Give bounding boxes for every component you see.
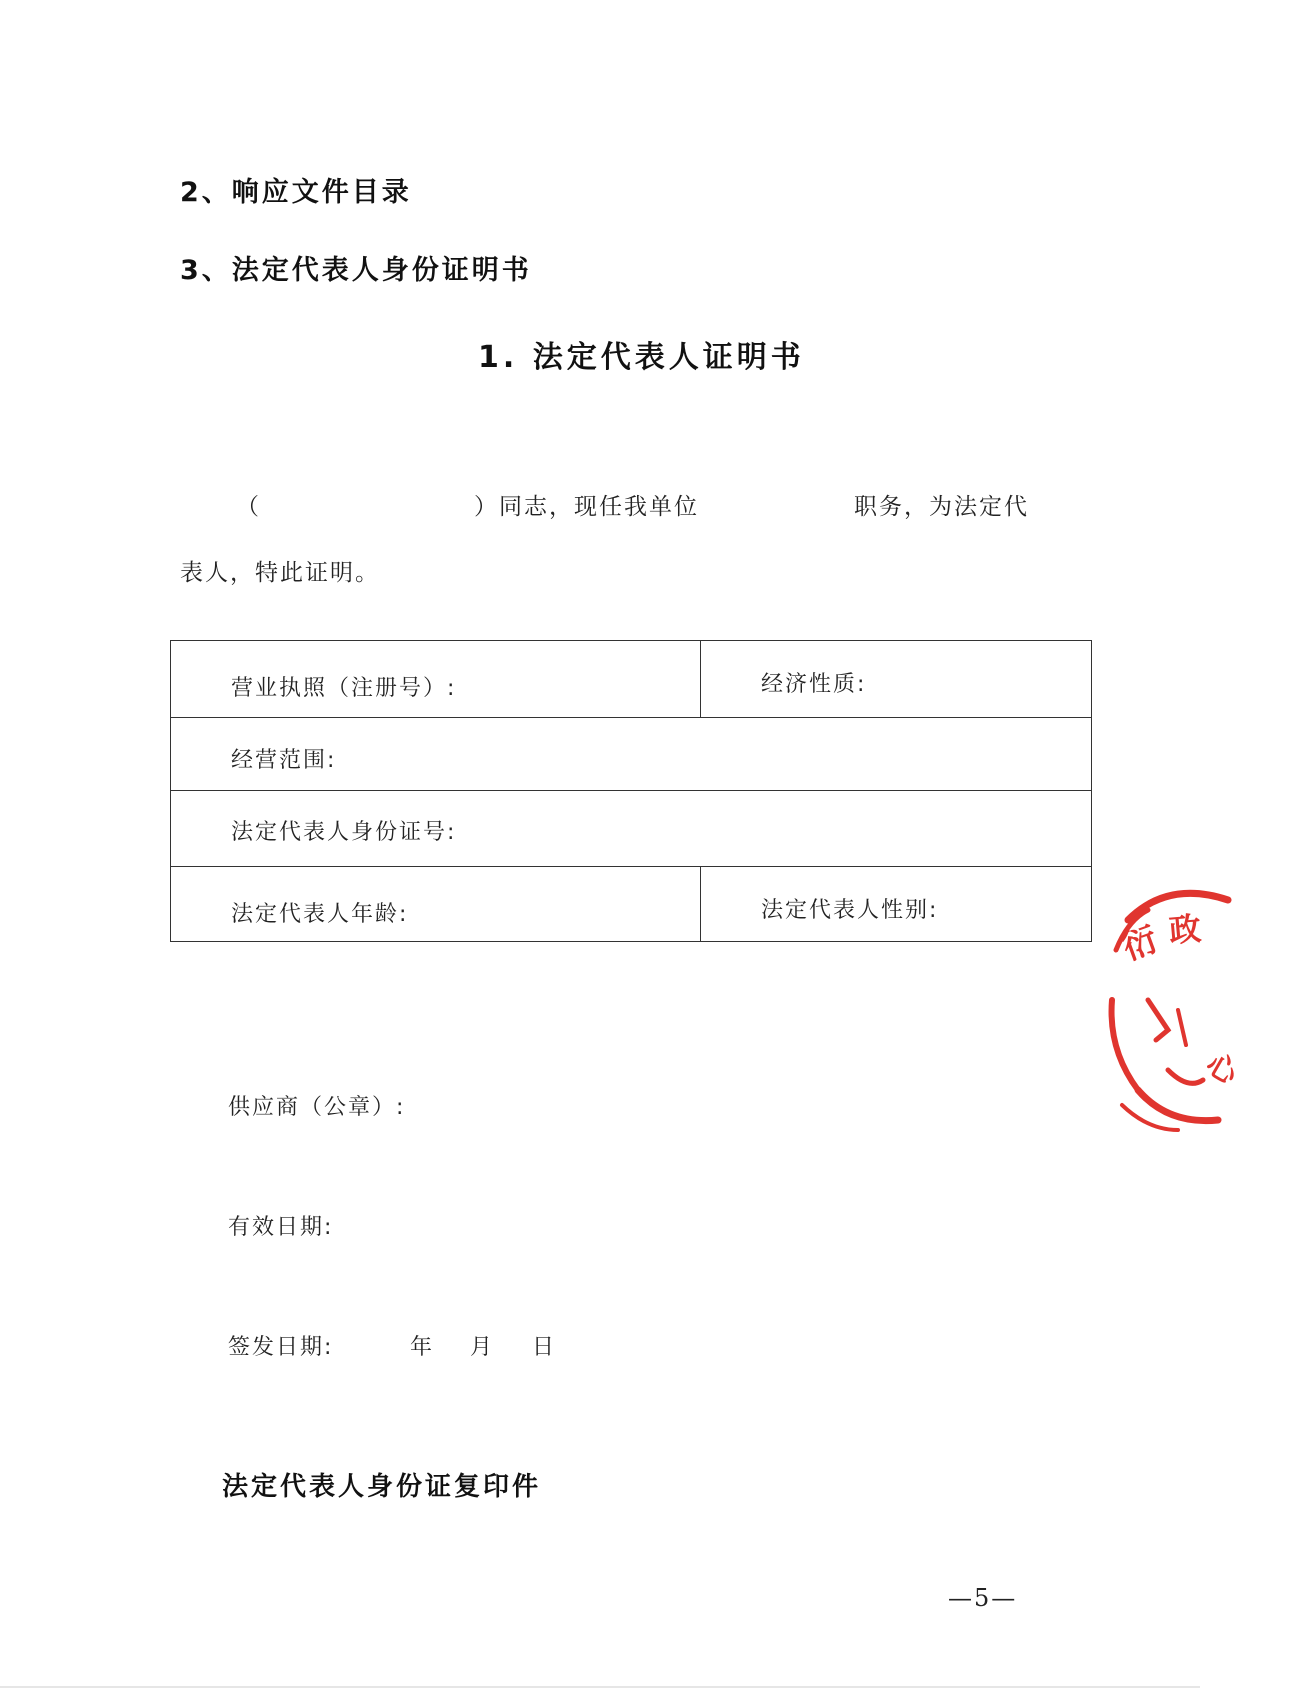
table-divider [700,641,701,718]
certificate-title: 1. 法定代表人证明书 [478,340,805,375]
table-row [171,718,1091,791]
issue-date-label: 签发日期: [228,1335,334,1360]
rep-id-number-label: 法定代表人身份证号: [231,820,457,845]
svg-text:心: 心 [1200,1046,1244,1092]
outline-item-3: 3、法定代表人身份证明书 [180,255,532,286]
valid-date-label: 有效日期: [228,1215,334,1240]
paragraph-line-2: 表人，特此证明。 [180,560,380,586]
scan-edge-line [0,1686,1200,1688]
table-row [171,791,1091,867]
page-number: —5— [948,1584,1018,1612]
rep-gender-label: 法定代表人性别: [761,898,939,923]
svg-text:衍: 衍 [1117,919,1164,969]
svg-text:政: 政 [1167,909,1203,950]
paragraph-open-paren: （ [236,494,261,520]
paragraph-duty-text: 职务，为法定代 [854,494,1029,520]
economic-nature-label: 经济性质: [761,672,867,697]
official-seal-icon [1108,880,1308,1140]
table-row [171,867,1091,943]
id-copy-heading: 法定代表人身份证复印件 [222,1472,542,1502]
table-divider [700,867,701,941]
issue-month-label: 月 [470,1335,495,1360]
issue-year-label: 年 [410,1335,435,1360]
info-table [170,640,1092,942]
business-license-label: 营业执照（注册号）: [231,676,457,701]
supplier-seal-label: 供应商（公章）: [228,1095,406,1120]
paragraph-colleague-text: ）同志，现任我单位 [474,494,699,520]
business-scope-label: 经营范围: [231,748,337,773]
outline-item-2: 2、响应文件目录 [180,177,412,208]
table-row [171,641,1091,718]
rep-age-label: 法定代表人年龄: [231,902,409,927]
issue-day-label: 日 [532,1335,557,1360]
